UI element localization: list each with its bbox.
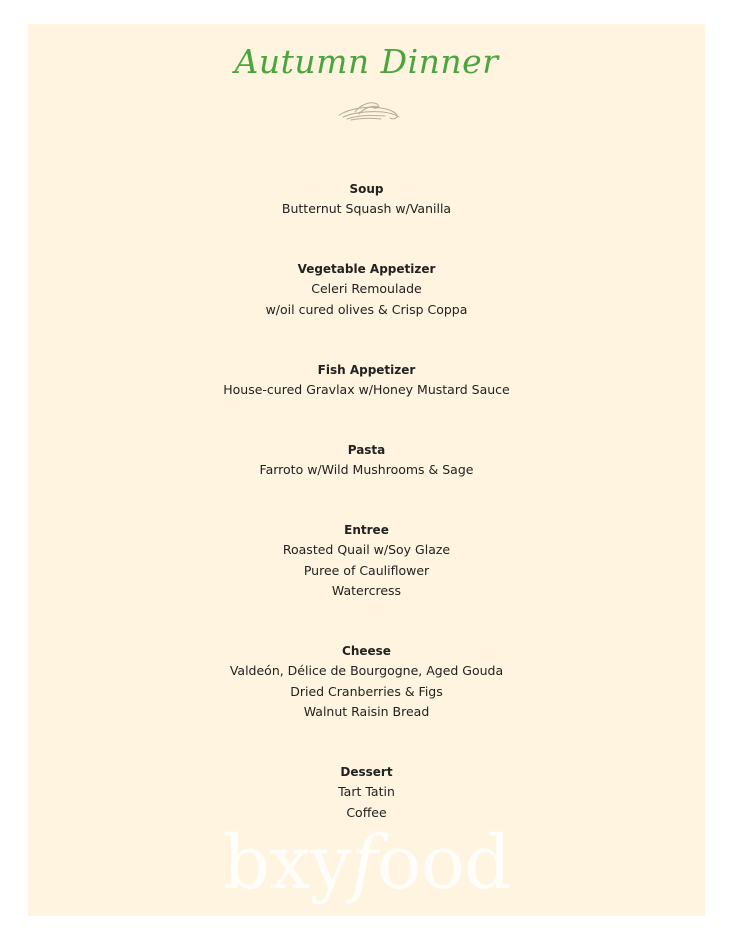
course-name: Dessert [340,765,393,780]
course-name: Fish Appetizer [317,362,416,377]
watermark-part: ood [376,820,511,906]
menu-title: Autumn Dinner [234,42,499,81]
course-item: w/oil cured olives & Crisp Coppa [265,301,468,317]
menu-courses [28,179,705,863]
course-soup [28,179,705,219]
course-item: House-cured Gravlax w/Honey Mustard Sauce [223,381,510,397]
course-name: Soup [349,182,384,196]
course-item: Farroto w/Wild Mushrooms & Sage [259,462,474,478]
watermark-part: f [350,820,377,906]
course-pasta [28,440,705,480]
course-item: Coffee [346,804,387,820]
course-item: Butternut Squash w/Vanilla [281,201,452,216]
course-dessert [28,762,705,823]
scroll-ornament-icon [337,98,403,124]
watermark-part: bxy [222,820,351,906]
course-item: Walnut Raisin Bread [303,703,430,719]
course-fish-appetizer [28,360,705,400]
course-vegetable-appetizer [28,259,705,320]
course-name: Pasta [347,443,386,458]
course-item: Watercress [331,583,402,599]
course-item: Tart Tatin [338,784,395,800]
course-item: Celeri Remoulade [311,281,422,297]
course-item: Puree of Cauliflower [303,562,430,578]
course-item: Roasted Quail w/Soy Glaze [282,542,451,558]
course-cheese [28,641,705,722]
course-entree [28,520,705,601]
course-name: Vegetable Appetizer [297,262,436,277]
course-item: Valdeón, Délice de Bourgogne, Aged Gouda [229,663,504,679]
course-name: Entree [344,523,389,538]
brand-watermark [28,820,705,906]
course-item: Dried Cranberries & Figs [290,683,443,699]
menu-page [28,24,705,916]
course-name: Cheese [342,644,391,659]
